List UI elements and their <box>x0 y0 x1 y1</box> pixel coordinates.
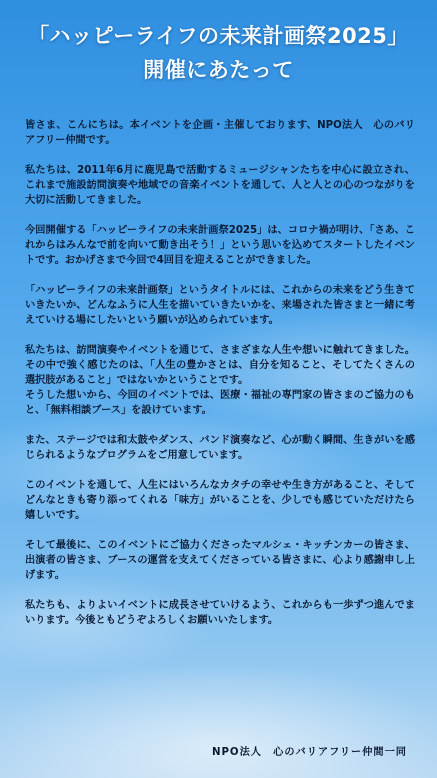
paragraph-title-meaning: 「ハッピーライフの未来計画祭」というタイトルには、これからの未来をどう生きていきたいか、どんなふうに人生を描いていきたいかを、来場された皆さまと一緒に考えていける場にしたいという願いが込められています。 <box>25 285 415 326</box>
paragraph-greeting: 皆さま、こんにちは。本イベントを企画・主催しております、NPO法人 心のバリアフリー仲間です。 <box>25 120 415 146</box>
paragraph-thanks: そして最後に、このイベントにご協力くださったマルシェ・キッチンカーの皆さま、出演者の皆さま、ブースの運営を支えてくださっている皆さまに、心より感謝申し上げます。 <box>25 540 415 581</box>
paragraph-hope: このイベントを通して、人生にはいろんなカタチの幸せや生き方があること、そしてどんなときも寄り添ってくれる「味方」がいることを、少しでも感じていただけたら嬉しいです。 <box>25 480 415 521</box>
paragraph-experience: 私たちは、訪問演奏やイベントを通じて、さまざまな人生や想いに触れてきました。その中で強く感じたのは、「人生の豊かさとは、自分を知ること、そしてたくさんの選択肢があること」ではないかということです。 <box>25 345 415 386</box>
message-body <box>25 118 415 643</box>
paragraph-closing: 私たちも、よりよいイベントに成長させていけるよう、これからも一歩ずつ進んでまいります。今後ともどうぞよろしくお願いいたします。 <box>25 600 415 626</box>
page-title: 「ハッピーライフの未来計画祭2025」 <box>28 24 409 48</box>
page-subtitle: 開催にあたって <box>143 58 294 82</box>
paragraph-consultation: そうした想いから、今回のイベントでは、医療・福祉の専門家の皆さまのご協力のもと、「無料相談ブース」を設けています。 <box>25 390 415 416</box>
signature: NPO法人 心のバリアフリー仲間一同 <box>211 747 407 758</box>
paragraph-history: 私たちは、2011年6月に鹿児島で活動するミュージシャンたちを中心に設立され、これまで施設訪問演奏や地域での音楽イベントを通して、人と人との心のつながりを大切に活動してきました。 <box>25 165 415 206</box>
paragraph-event-intro: 今回開催する「ハッピーライフの未来計画祭2025」は、コロナ禍が明け、「さあ、これからはみんなで前を向いて動き出そう！」という思いを込めてスタートしたイベントです。おかげさまで今回で4回目を迎えることができました。 <box>25 225 415 266</box>
paragraph-stage: また、ステージでは和太鼓やダンス、バンド演奏など、心が動く瞬間、生きがいを感じられるようなプログラムをご用意しています。 <box>25 435 415 461</box>
